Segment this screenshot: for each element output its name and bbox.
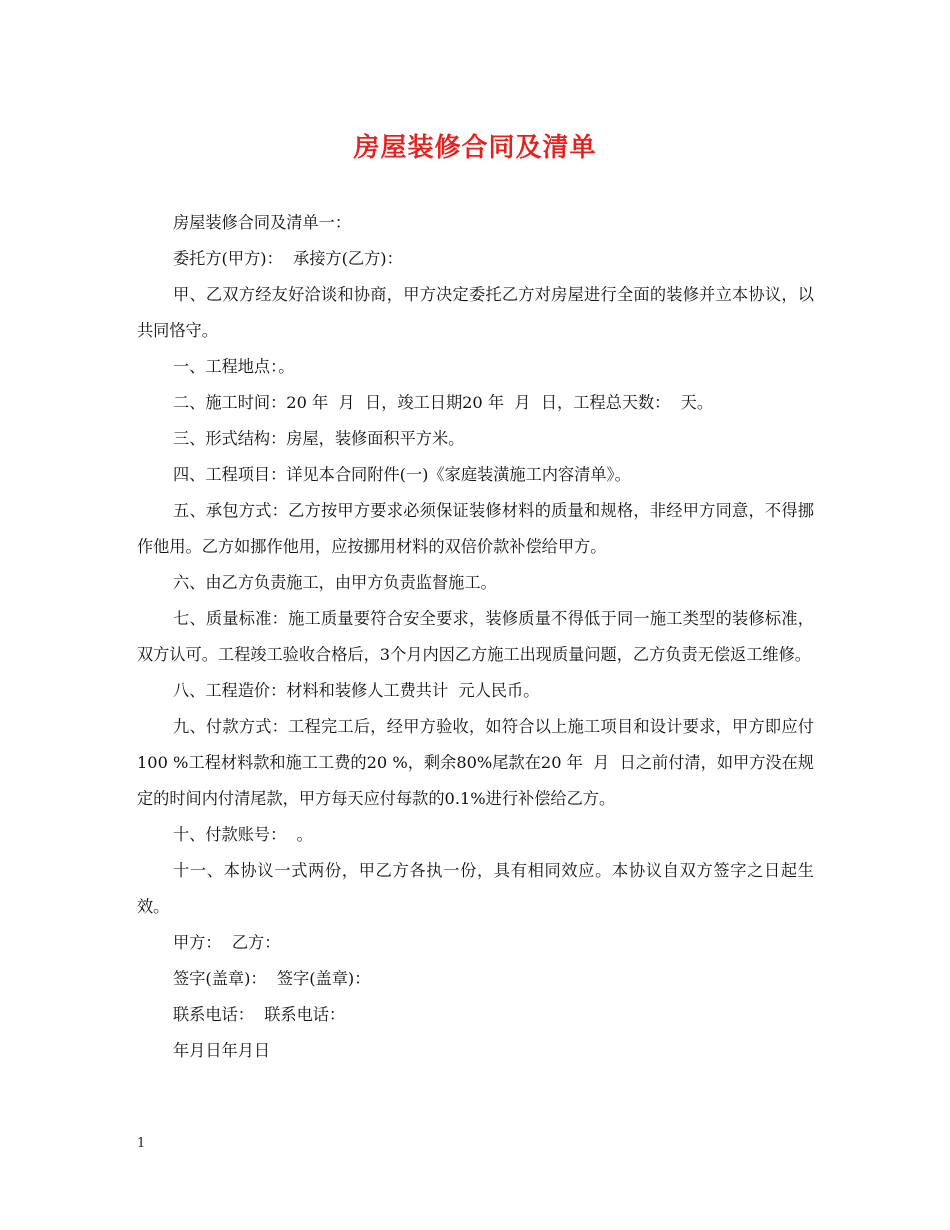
page-number: 1: [137, 1136, 146, 1151]
paragraph-clause-9: 九、付款方式：工程完工后，经甲方验收，如符合以上施工项目和设计要求，甲方即应付 100 %工程材料款和施工工费的20 %，剩余80%尾款在20 年 月 日之前付清，如甲方没在规定的时间内付清尾款，甲方每天应付每款的0.1%进行补偿给乙方。: [137, 717, 825, 808]
signature-parties: 甲方： 乙方：: [173, 933, 281, 952]
paragraph-clause-7: 七、质量标准：施工质量要符合安全要求，装修质量不得低于同一施工类型的装修标准，双方认可。工程竣工验收合格后，3个月内因乙方施工出现质量问题，乙方负责无偿返工维修。: [137, 609, 814, 664]
signature-date: 年月日年月日: [173, 1041, 271, 1060]
paragraph-clause-5: 五、承包方式：乙方按甲方要求必须保证装修材料的质量和规格，非经甲方同意，不得挪作他用。乙方如挪作他用，应按挪用材料的双倍价款补偿给甲方。: [137, 501, 814, 556]
paragraph-clause-10: 十、付款账号： 。: [173, 825, 313, 844]
paragraph-parties: 委托方(甲方)： 承接方(乙方)：: [173, 249, 403, 268]
paragraph-clause-2: 二、施工时间：20 年 月 日，竣工日期20 年 月 日，工程总天数： 天。: [173, 393, 714, 412]
paragraph-clause-3: 三、形式结构：房屋，装修面积平方米。: [173, 429, 465, 448]
signature-phone: 联系电话： 联系电话：: [173, 1005, 346, 1024]
paragraph-clause-1: 一、工程地点：。: [173, 357, 295, 376]
paragraph-clause-4: 四、工程项目：详见本合同附件(一)《家庭装潢施工内容清单》。: [173, 465, 631, 484]
paragraph-preamble: 甲、乙双方经友好洽谈和协商，甲方决定委托乙方对房屋进行全面的装修并立本协议，以共同恪守。: [137, 285, 814, 340]
paragraph-clause-8: 八、工程造价：材料和装修人工费共计 元人民币。: [173, 681, 540, 700]
paragraph-clause-6: 六、由乙方负责施工，由甲方负责监督施工。: [173, 573, 497, 592]
paragraph-clause-11: 十一、本协议一式两份，甲乙方各执一份，具有相同效应。本协议自双方签字之日起生效。: [137, 861, 814, 916]
document-title: 房屋装修合同及清单: [353, 133, 597, 163]
paragraph-intro: 房屋装修合同及清单一：: [173, 213, 352, 232]
document-body: [137, 205, 825, 1069]
signature-seal: 签字(盖章)： 签字(盖章)：: [173, 969, 371, 988]
